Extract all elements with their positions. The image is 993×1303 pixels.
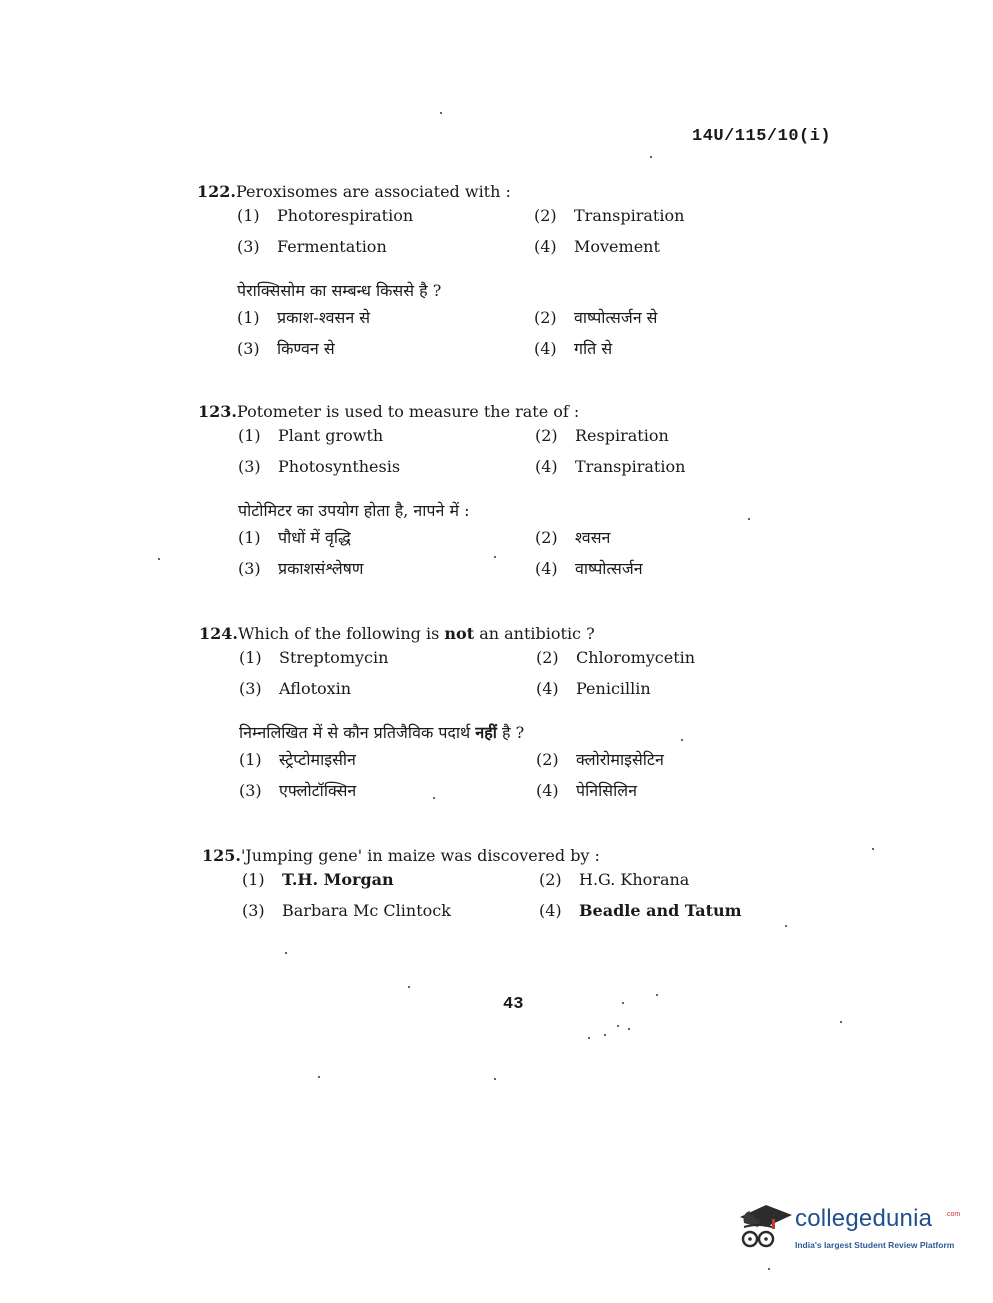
scan-speck bbox=[494, 556, 496, 558]
option-3: (3) Photosynthesis bbox=[238, 457, 401, 476]
option-2: (2) Respiration bbox=[535, 426, 669, 445]
question-number: 123. bbox=[198, 402, 237, 421]
question-124 bbox=[199, 620, 819, 810]
scan-speck bbox=[748, 518, 750, 520]
question-number: 124. bbox=[199, 624, 238, 643]
scan-speck bbox=[440, 112, 442, 114]
scan-speck bbox=[650, 156, 652, 158]
question-text: 'Jumping gene' in maize was discovered by : bbox=[240, 846, 600, 865]
scan-speck bbox=[617, 1025, 619, 1027]
hindi-option-1: (1) पौधों में वृद्धि bbox=[238, 528, 351, 547]
scan-speck bbox=[588, 1037, 590, 1039]
question-text: Which of the following is not an antibiotic ? bbox=[237, 624, 595, 643]
option-1: (1) Streptomycin bbox=[239, 648, 389, 667]
scan-speck bbox=[318, 1076, 320, 1078]
question-text: Peroxisomes are associated with : bbox=[235, 182, 511, 201]
page-number: 43 bbox=[503, 995, 524, 1014]
scan-speck bbox=[604, 1034, 606, 1036]
hindi-option-3: (3) प्रकाशसंश्लेषण bbox=[238, 559, 364, 578]
option-4: (4) Beadle and Tatum bbox=[539, 901, 742, 920]
scan-speck bbox=[656, 994, 658, 996]
hindi-question-text: पोटोमिटर का उपयोग होता है, नापने में : bbox=[238, 501, 470, 520]
hindi-options bbox=[199, 748, 819, 810]
english-options bbox=[202, 870, 822, 932]
scan-speck bbox=[628, 1028, 630, 1030]
scan-speck bbox=[768, 1268, 770, 1270]
english-options bbox=[198, 426, 818, 488]
scan-speck bbox=[285, 952, 287, 954]
option-4: (4) Movement bbox=[534, 237, 660, 256]
hindi-option-1: (1) स्ट्रेप्टोमाइसीन bbox=[239, 750, 356, 769]
option-4: (4) Transpiration bbox=[535, 457, 686, 476]
question-number: 122. bbox=[197, 182, 236, 201]
scan-speck bbox=[681, 739, 683, 741]
hindi-option-2: (2) क्लोरोमाइसेटिन bbox=[536, 750, 664, 769]
question-123 bbox=[198, 398, 818, 588]
logo-suffix: .com bbox=[945, 1211, 961, 1218]
scan-speck bbox=[408, 986, 410, 988]
logo-wordmark: collegedunia bbox=[795, 1205, 933, 1232]
scan-speck bbox=[785, 925, 787, 927]
hindi-option-1: (1) प्रकाश-श्वसन से bbox=[237, 308, 371, 327]
hindi-option-3: (3) एफ्लोटॉक्सिन bbox=[239, 781, 357, 800]
option-3: (3) Aflotoxin bbox=[239, 679, 352, 698]
option-2: (2) Chloromycetin bbox=[536, 648, 696, 667]
english-options bbox=[197, 206, 817, 268]
collegedunia-logo bbox=[736, 1197, 966, 1257]
hindi-question-text: निम्नलिखित में से कौन प्रतिजैविक पदार्थ नहीं है ? bbox=[239, 723, 525, 742]
option-2: (2) Transpiration bbox=[534, 206, 685, 225]
scan-speck bbox=[872, 848, 874, 850]
option-4: (4) Penicillin bbox=[536, 679, 651, 698]
english-options bbox=[199, 648, 819, 710]
option-3: (3) Barbara Mc Clintock bbox=[242, 901, 451, 920]
hindi-option-3: (3) किण्वन से bbox=[237, 339, 335, 358]
question-125 bbox=[202, 842, 822, 932]
hindi-option-4: (4) पेनिसिलिन bbox=[536, 781, 637, 800]
option-2: (2) H.G. Khorana bbox=[539, 870, 690, 889]
option-1: (1) Photorespiration bbox=[237, 206, 414, 225]
scan-speck bbox=[158, 558, 160, 560]
hindi-option-4: (4) गति से bbox=[534, 339, 613, 358]
student-mascot-icon bbox=[736, 1197, 794, 1255]
hindi-question-text: पेराक्सिसोम का सम्बन्ध किससे है ? bbox=[237, 281, 442, 300]
emphasis-nahin: नहीं bbox=[475, 723, 497, 742]
scan-speck bbox=[433, 797, 435, 799]
paper-code: 14U/115/10(i) bbox=[692, 127, 832, 146]
question-122 bbox=[197, 178, 817, 368]
hindi-options bbox=[198, 526, 818, 588]
hindi-options bbox=[197, 306, 817, 368]
logo-tagline: India's largest Student Review Platform bbox=[795, 1240, 955, 1250]
hindi-option-4: (4) वाष्पोत्सर्जन bbox=[535, 559, 643, 578]
option-1: (1) T.H. Morgan bbox=[242, 870, 394, 889]
emphasis-not: not bbox=[444, 624, 475, 643]
hindi-option-2: (2) वाष्पोत्सर्जन से bbox=[534, 308, 658, 327]
hindi-option-2: (2) श्वसन bbox=[535, 528, 611, 547]
option-1: (1) Plant growth bbox=[238, 426, 384, 445]
question-text: Potometer is used to measure the rate of : bbox=[236, 402, 580, 421]
question-number: 125. bbox=[202, 846, 241, 865]
scan-speck bbox=[840, 1021, 842, 1023]
option-3: (3) Fermentation bbox=[237, 237, 387, 256]
scan-speck bbox=[622, 1002, 624, 1004]
scan-speck bbox=[494, 1078, 496, 1080]
